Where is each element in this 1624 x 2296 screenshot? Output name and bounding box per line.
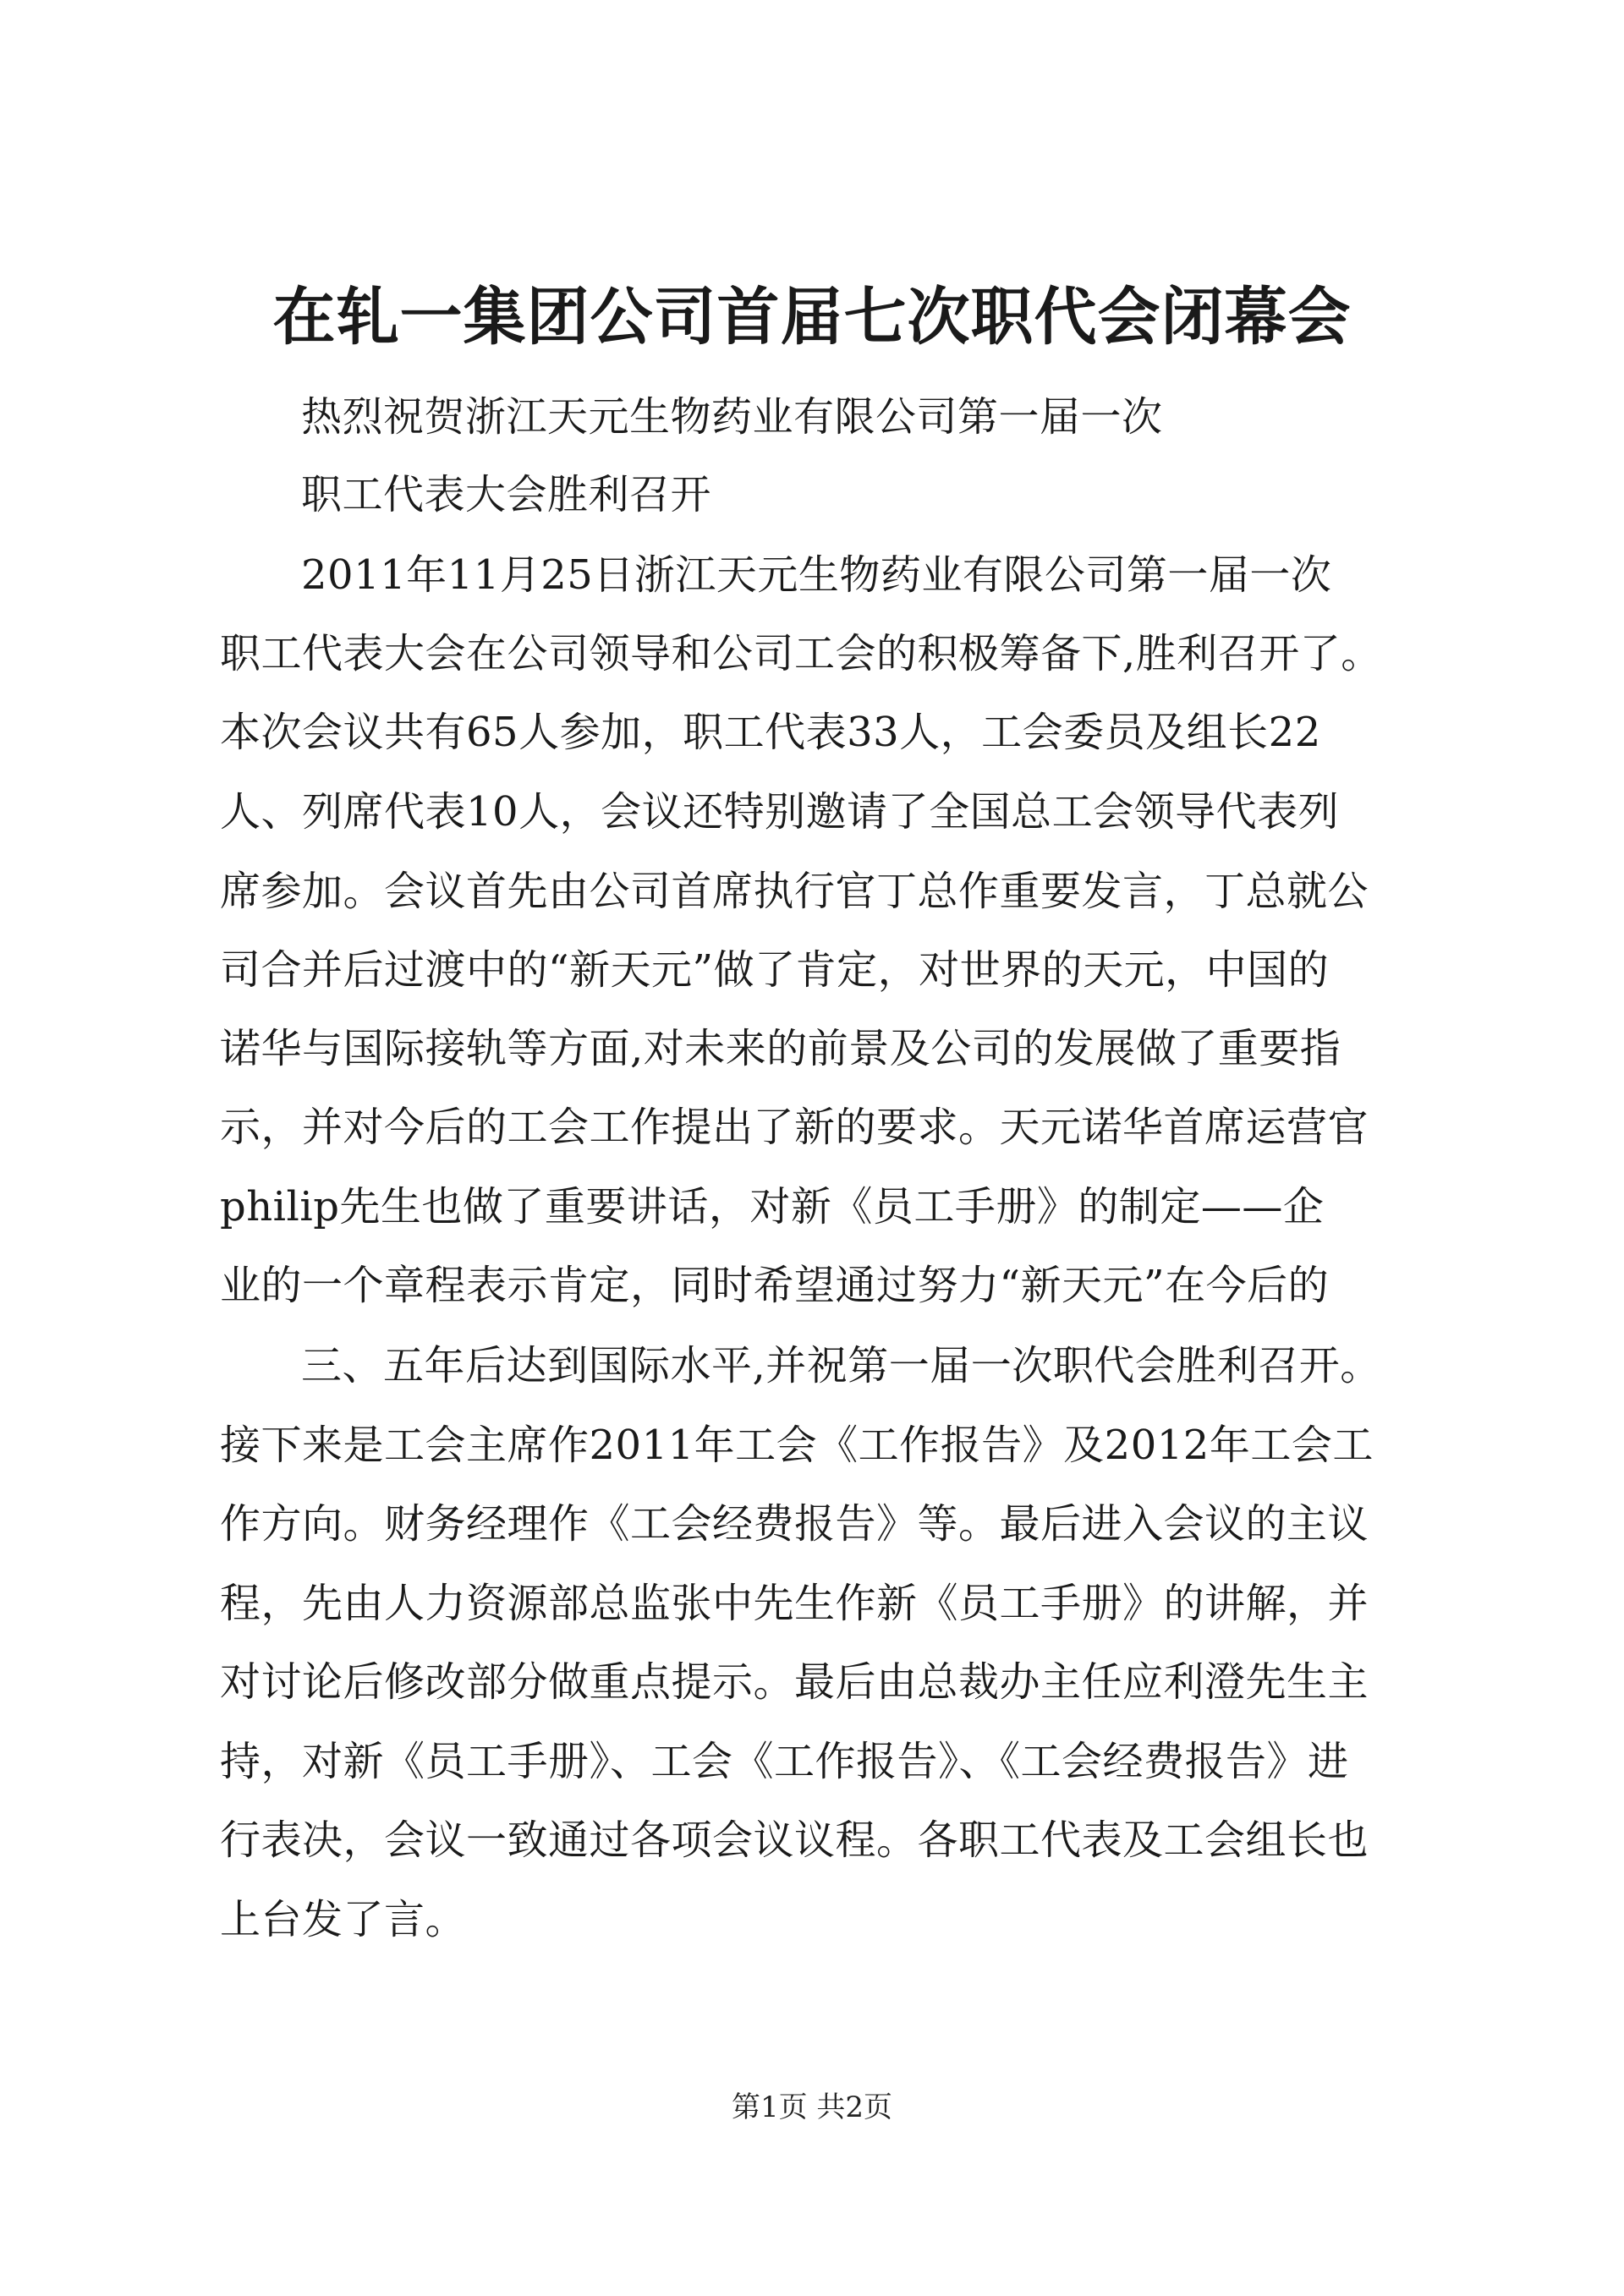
paragraph-line: 席参加。会议首先由公司首席执行官丁总作重要发言，丁总就公 (220, 868, 1369, 915)
paragraph-line: 三、五年后达到国际水平,并祝第一届一次职代会胜利召开。 (301, 1342, 1381, 1389)
subtitle-line-2: 职工代表大会胜利召开 (301, 471, 712, 518)
paragraph-line: 司合并后过渡中的“新天元”做了肯定，对世界的天元，中国的 (220, 946, 1330, 994)
paragraph-line: 接下来是工会主席作2011年工会《工作报告》及2012年工会工 (220, 1422, 1374, 1469)
paragraph-line: philip先生也做了重要讲话，对新《员工手册》的制定——企 (220, 1183, 1325, 1230)
document-title: 在轧一集团公司首届七次职代会闭幕会 (272, 281, 1352, 353)
paragraph-line: 行表决，会议一致通过各项会议议程。各职工代表及工会组长也 (220, 1817, 1369, 1864)
paragraph-line: 上台发了言。 (220, 1896, 467, 1943)
paragraph-line: 业的一个章程表示肯定，同时希望通过努力“新天元”在今后的 (220, 1262, 1330, 1309)
paragraph-line: 诺华与国际接轨等方面,对未来的前景及公司的发展做了重要指 (220, 1025, 1341, 1072)
paragraph-line: 程，先由人力资源部总监张中先生作新《员工手册》的讲解，并 (220, 1580, 1369, 1627)
paragraph-line: 持，对新《员工手册》、工会《工作报告》、《工会经费报告》进 (220, 1738, 1349, 1785)
paragraph-line: 职工代表大会在公司领导和公司工会的积极筹备下,胜利召开了。 (220, 630, 1382, 677)
paragraph-line: 人、列席代表10人，会议还特别邀请了全国总工会领导代表列 (220, 788, 1340, 836)
subtitle-line-1: 热烈祝贺浙江天元生物药业有限公司第一届一次 (301, 393, 1163, 441)
paragraph-line: 2011年11月25日浙江天元生物药业有限公司第一届一次 (301, 551, 1332, 599)
page-number-footer: 第1页 共2页 (731, 2091, 893, 2124)
paragraph-line: 作方向。财务经理作《工会经费报告》等。最后进入会议的主议 (220, 1500, 1369, 1548)
paragraph-line: 对讨论后修改部分做重点提示。最后由总裁办主任应利澄先生主 (220, 1658, 1369, 1706)
paragraph-line: 示，并对今后的工会工作提出了新的要求。天元诺华首席运营官 (220, 1104, 1369, 1151)
paragraph-line: 本次会议共有65人参加，职工代表33人，工会委员及组长22 (220, 709, 1321, 756)
